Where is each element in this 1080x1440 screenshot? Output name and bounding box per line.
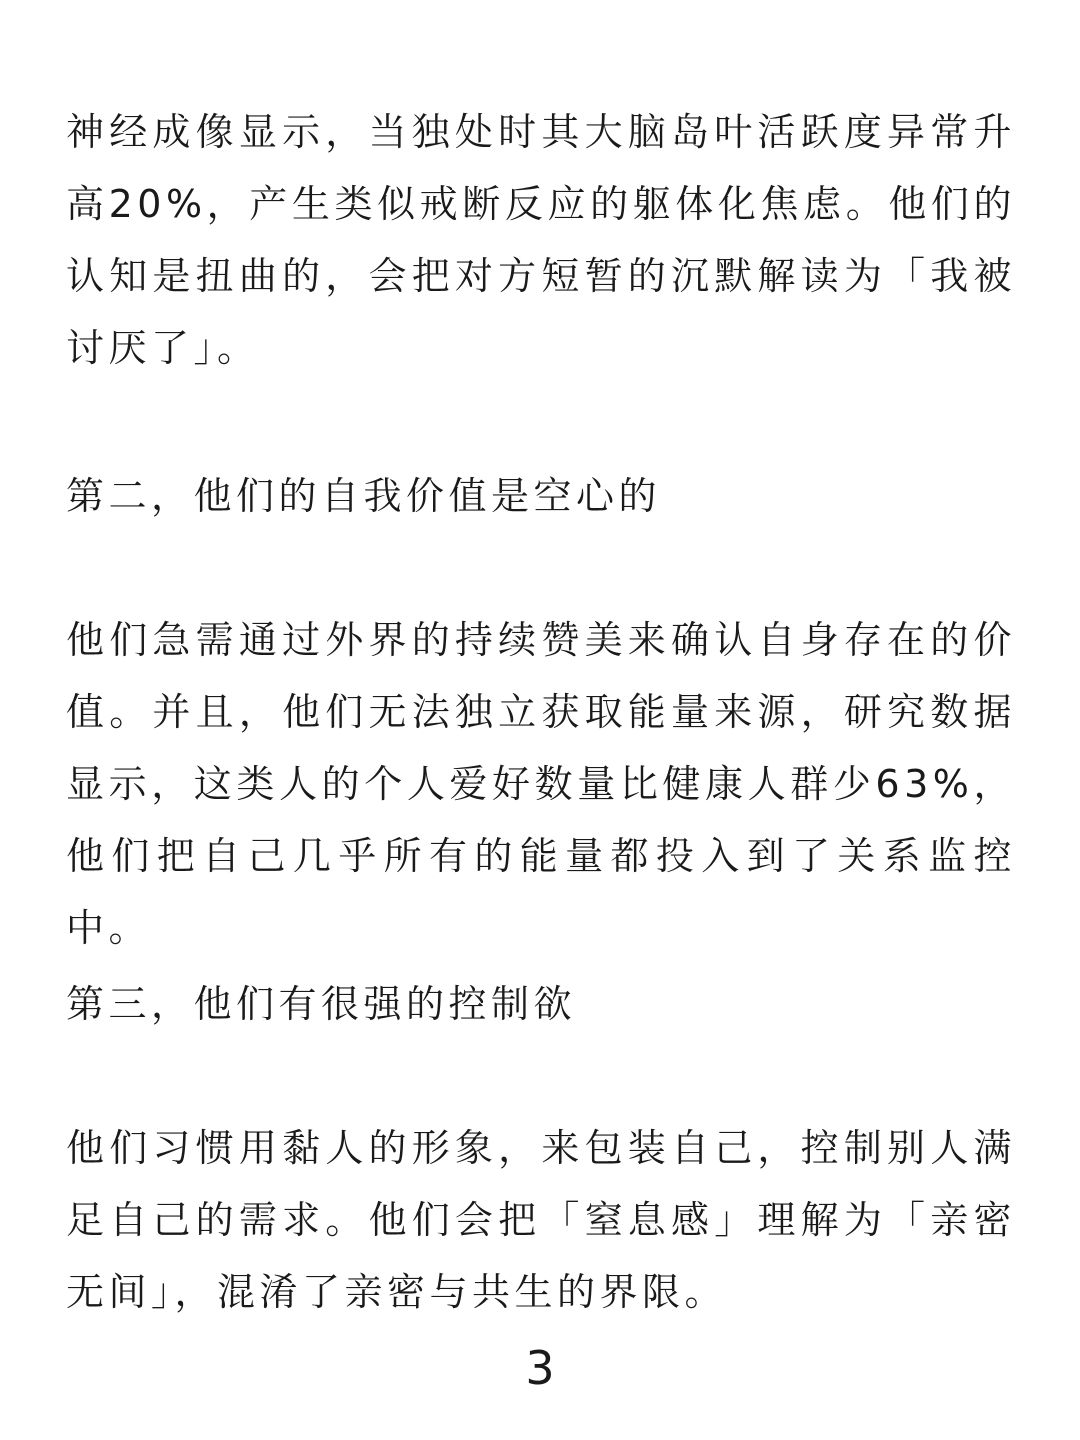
paragraph-neuroimaging: 神经成像显示，当独处时其大脑岛叶活跃度异常升高20%，产生类似戒断反应的躯体化焦虑。他们的认知是扭曲的，会把对方短暂的沉默解读为「我被讨厌了」。 xyxy=(66,110,1016,370)
paragraph-self-worth: 他们急需通过外界的持续赞美来确认自身存在的价值。并且，他们无法独立获取能量来源，研究数据显示，这类人的个人爱好数量比健康人群少63%，他们把自己几乎所有的能量都投入到了关系监控中。 xyxy=(66,618,1016,950)
section-heading-third: 第三，他们有很强的控制欲 xyxy=(66,982,577,1026)
paragraph-control: 他们习惯用黏人的形象，来包装自己，控制别人满足自己的需求。他们会把「窒息感」理解为「亲密无间」，混淆了亲密与共生的界限。 xyxy=(66,1126,1016,1314)
section-heading-second: 第二，他们的自我价值是空心的 xyxy=(66,474,662,518)
page-number: 3 xyxy=(525,1341,555,1395)
